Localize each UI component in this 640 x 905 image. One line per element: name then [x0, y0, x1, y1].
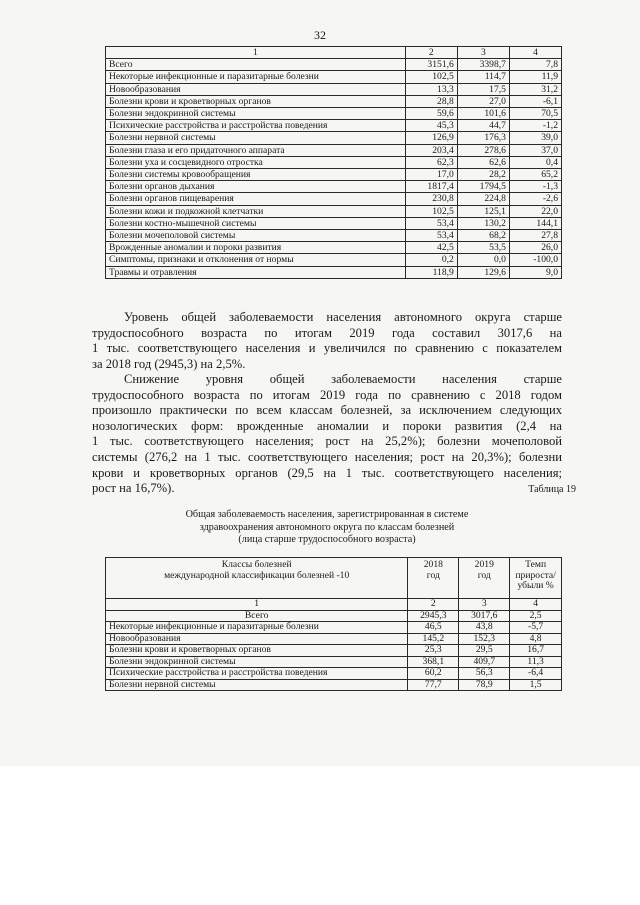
disease-class-cell: Болезни крови и кроветворных органов: [106, 645, 408, 657]
value-cell: 65,2: [509, 169, 561, 181]
disease-class-cell: Болезни органов дыхания: [106, 181, 406, 193]
value-cell: 3151,6: [405, 59, 457, 71]
table-row: [106, 242, 562, 254]
table-row: [106, 217, 562, 229]
value-cell: -100,0: [509, 254, 561, 266]
table-label: Таблица 19: [528, 484, 576, 495]
header-line: международной классификации болезней -10: [164, 569, 350, 581]
value-cell: 0,4: [509, 156, 561, 168]
value-cell: 53,5: [457, 242, 509, 254]
value-cell: 28,8: [405, 95, 457, 107]
paragraph-decline-exceptions: [92, 372, 562, 497]
value-cell: 62,3: [405, 156, 457, 168]
table-row: [106, 679, 562, 691]
text-line: 1 тыс. соответствующего населения; рост на 25,2%); болезни мочеполовой: [92, 434, 562, 449]
disease-class-cell: Врожденные аномалии и пороки развития: [106, 242, 406, 254]
value-cell: 42,5: [405, 242, 457, 254]
table-row: [106, 181, 562, 193]
disease-class-cell: Новообразования: [106, 83, 406, 95]
value-cell: 25,3: [408, 645, 459, 657]
value-cell: -1,3: [509, 181, 561, 193]
disease-class-cell: Симптомы, признаки и отклонения от нормы: [106, 254, 406, 266]
header-line: прироста/: [515, 569, 556, 581]
caption-line: здравоохранения автономного округа по классам болезней: [199, 521, 455, 533]
table-row: [106, 266, 562, 278]
disease-class-cell: Новообразования: [106, 633, 408, 645]
disease-class-cell: Болезни органов пищеварения: [106, 193, 406, 205]
disease-class-cell: Болезни уха и сосцевидного отростка: [106, 156, 406, 168]
value-cell: 68,2: [457, 230, 509, 242]
value-cell: 59,6: [405, 108, 457, 120]
disease-class-cell: Болезни мочеполовой системы: [106, 230, 406, 242]
table-row: [106, 610, 562, 622]
column-number: 4: [510, 599, 562, 611]
value-cell: 16,7: [510, 645, 562, 657]
value-cell: 2945,3: [408, 610, 459, 622]
value-cell: 144,1: [509, 217, 561, 229]
table-header-row: [106, 47, 562, 59]
header-cell: [408, 558, 459, 599]
value-cell: 53,4: [405, 217, 457, 229]
value-cell: 152,3: [459, 633, 510, 645]
header-line: Темп: [525, 559, 547, 570]
disease-class-cell: Болезни нервной системы: [106, 132, 406, 144]
text-line: 1 тыс. соответствующего населения и увеличился по сравнению с показателем: [92, 341, 562, 356]
header-cell: [459, 558, 510, 599]
paragraph-total-incidence: [92, 310, 562, 372]
table-row: [106, 59, 562, 71]
table-row: [106, 205, 562, 217]
value-cell: 17,5: [457, 83, 509, 95]
table-row: [106, 144, 562, 156]
text-line: произошло практически по всем классам болезней, за исключением следующих: [92, 403, 562, 418]
value-cell: 44,7: [457, 120, 509, 132]
value-cell: 114,7: [457, 71, 509, 83]
disease-class-cell: Травмы и отравления: [106, 266, 406, 278]
text-line: системы (276,2 на 1 тыс. соответствующего населения; рост на 20,3%); болезни: [92, 449, 562, 464]
table-row: [106, 169, 562, 181]
header-cell: [510, 558, 562, 599]
table-row: [106, 95, 562, 107]
header-line: 2019: [474, 559, 494, 570]
caption-line: Общая заболеваемость населения, зарегистрированная в системе: [185, 509, 469, 520]
text-line: Уровень общей заболеваемости населения автономного округа старше: [124, 310, 562, 324]
column-number: 4: [509, 47, 561, 59]
table-row: [106, 108, 562, 120]
table-row: [106, 120, 562, 132]
header-line: год: [477, 569, 491, 581]
header-line: убыли %: [517, 580, 554, 591]
value-cell: 224,8: [457, 193, 509, 205]
column-number: 3: [459, 599, 510, 611]
value-cell: 27,0: [457, 95, 509, 107]
disease-class-cell: Некоторые инфекционные и паразитарные болезни: [106, 622, 408, 634]
value-cell: 3398,7: [457, 59, 509, 71]
column-number: 1: [106, 47, 406, 59]
value-cell: 102,5: [405, 205, 457, 217]
column-number: 2: [405, 47, 457, 59]
text-line: трудоспособного возраста по итогам 2019 года составил 3017,6 на: [92, 325, 562, 340]
blank-area: [0, 766, 640, 905]
value-cell: 11,9: [509, 71, 561, 83]
value-cell: 9,0: [509, 266, 561, 278]
disease-class-cell: Болезни глаза и его придаточного аппарата: [106, 144, 406, 156]
disease-class-cell: Болезни эндокринной системы: [106, 108, 406, 120]
value-cell: -2,6: [509, 193, 561, 205]
header-line: год: [426, 569, 440, 581]
value-cell: 26,0: [509, 242, 561, 254]
disease-class-cell: Психические расстройства и расстройства поведения: [106, 668, 408, 680]
disease-table-19: [105, 557, 562, 691]
value-cell: 45,3: [405, 120, 457, 132]
caption-line: (лица старше трудоспособного возраста): [238, 534, 416, 546]
value-cell: 230,8: [405, 193, 457, 205]
value-cell: 4,8: [510, 633, 562, 645]
value-cell: 176,3: [457, 132, 509, 144]
value-cell: 7,8: [509, 59, 561, 71]
value-cell: 27,8: [509, 230, 561, 242]
disease-table-continued: [105, 46, 562, 279]
value-cell: 43,8: [459, 622, 510, 634]
value-cell: 129,6: [457, 266, 509, 278]
table-row: [106, 230, 562, 242]
header-cell: [106, 558, 408, 599]
table-row: [106, 622, 562, 634]
disease-class-cell: Болезни костно-мышечной системы: [106, 217, 406, 229]
value-cell: 13,3: [405, 83, 457, 95]
disease-class-cell: Всего: [106, 59, 406, 71]
value-cell: -1,2: [509, 120, 561, 132]
value-cell: 1,5: [510, 679, 562, 691]
table-row: [106, 254, 562, 266]
value-cell: 102,5: [405, 71, 457, 83]
table-header-row: [106, 558, 562, 599]
column-number-row: [106, 599, 562, 611]
value-cell: 56,3: [459, 668, 510, 680]
disease-class-cell: Болезни системы кровообращения: [106, 169, 406, 181]
value-cell: -5,7: [510, 622, 562, 634]
value-cell: 39,0: [509, 132, 561, 144]
table-row: [106, 656, 562, 668]
value-cell: 101,6: [457, 108, 509, 120]
value-cell: 3017,6: [459, 610, 510, 622]
value-cell: 11,3: [510, 656, 562, 668]
value-cell: 46,5: [408, 622, 459, 634]
text-line: рост на 16,7%).: [92, 481, 175, 496]
header-line: 2018: [423, 559, 443, 570]
table-row: [106, 645, 562, 657]
table-row: [106, 83, 562, 95]
value-cell: -6,1: [509, 95, 561, 107]
value-cell: 368,1: [408, 656, 459, 668]
column-number: 3: [457, 47, 509, 59]
table-row: [106, 633, 562, 645]
table-caption: [92, 509, 562, 547]
value-cell: 78,9: [459, 679, 510, 691]
value-cell: 126,9: [405, 132, 457, 144]
disease-class-cell: Всего: [106, 610, 408, 622]
table-row: [106, 193, 562, 205]
value-cell: 1794,5: [457, 181, 509, 193]
value-cell: 53,4: [405, 230, 457, 242]
value-cell: 29,5: [459, 645, 510, 657]
disease-class-cell: Болезни нервной системы: [106, 679, 408, 691]
value-cell: 0,0: [457, 254, 509, 266]
value-cell: 1817,4: [405, 181, 457, 193]
value-cell: -6,4: [510, 668, 562, 680]
value-cell: 28,2: [457, 169, 509, 181]
value-cell: 70,5: [509, 108, 561, 120]
value-cell: 77,7: [408, 679, 459, 691]
value-cell: 125,1: [457, 205, 509, 217]
column-number: 2: [408, 599, 459, 611]
value-cell: 22,0: [509, 205, 561, 217]
disease-class-cell: Некоторые инфекционные и паразитарные болезни: [106, 71, 406, 83]
page-number: 32: [314, 28, 326, 42]
value-cell: 278,6: [457, 144, 509, 156]
value-cell: 0,2: [405, 254, 457, 266]
value-cell: 145,2: [408, 633, 459, 645]
table-row: [106, 156, 562, 168]
table-row: [106, 132, 562, 144]
value-cell: 62,6: [457, 156, 509, 168]
text-line: нозологических форм: врожденные аномалии и пороки развития (2,4 на: [92, 418, 562, 433]
column-number: 1: [106, 599, 408, 611]
header-line: Классы болезней: [221, 559, 292, 570]
value-cell: 17,0: [405, 169, 457, 181]
value-cell: 203,4: [405, 144, 457, 156]
disease-class-cell: Болезни кожи и подкожной клетчатки: [106, 205, 406, 217]
text-line: за 2018 год (2945,3) на 2,5%.: [92, 356, 246, 371]
disease-class-cell: Болезни крови и кроветворных органов: [106, 95, 406, 107]
value-cell: 60,2: [408, 668, 459, 680]
disease-class-cell: Болезни эндокринной системы: [106, 656, 408, 668]
table-row: [106, 71, 562, 83]
value-cell: 31,2: [509, 83, 561, 95]
value-cell: 37,0: [509, 144, 561, 156]
text-line: трудоспособного возраста по итогам 2019 года по сравнению с 2018 годом: [92, 387, 562, 402]
value-cell: 2,5: [510, 610, 562, 622]
value-cell: 409,7: [459, 656, 510, 668]
value-cell: 130,2: [457, 217, 509, 229]
value-cell: 118,9: [405, 266, 457, 278]
text-line: крови и кроветворных органов (29,5 на 1 тыс. соответствующего населения;: [92, 465, 562, 480]
text-line: Снижение уровня общей заболеваемости населения старше: [124, 372, 562, 386]
table-row: [106, 668, 562, 680]
disease-class-cell: Психические расстройства и расстройства поведения: [106, 120, 406, 132]
